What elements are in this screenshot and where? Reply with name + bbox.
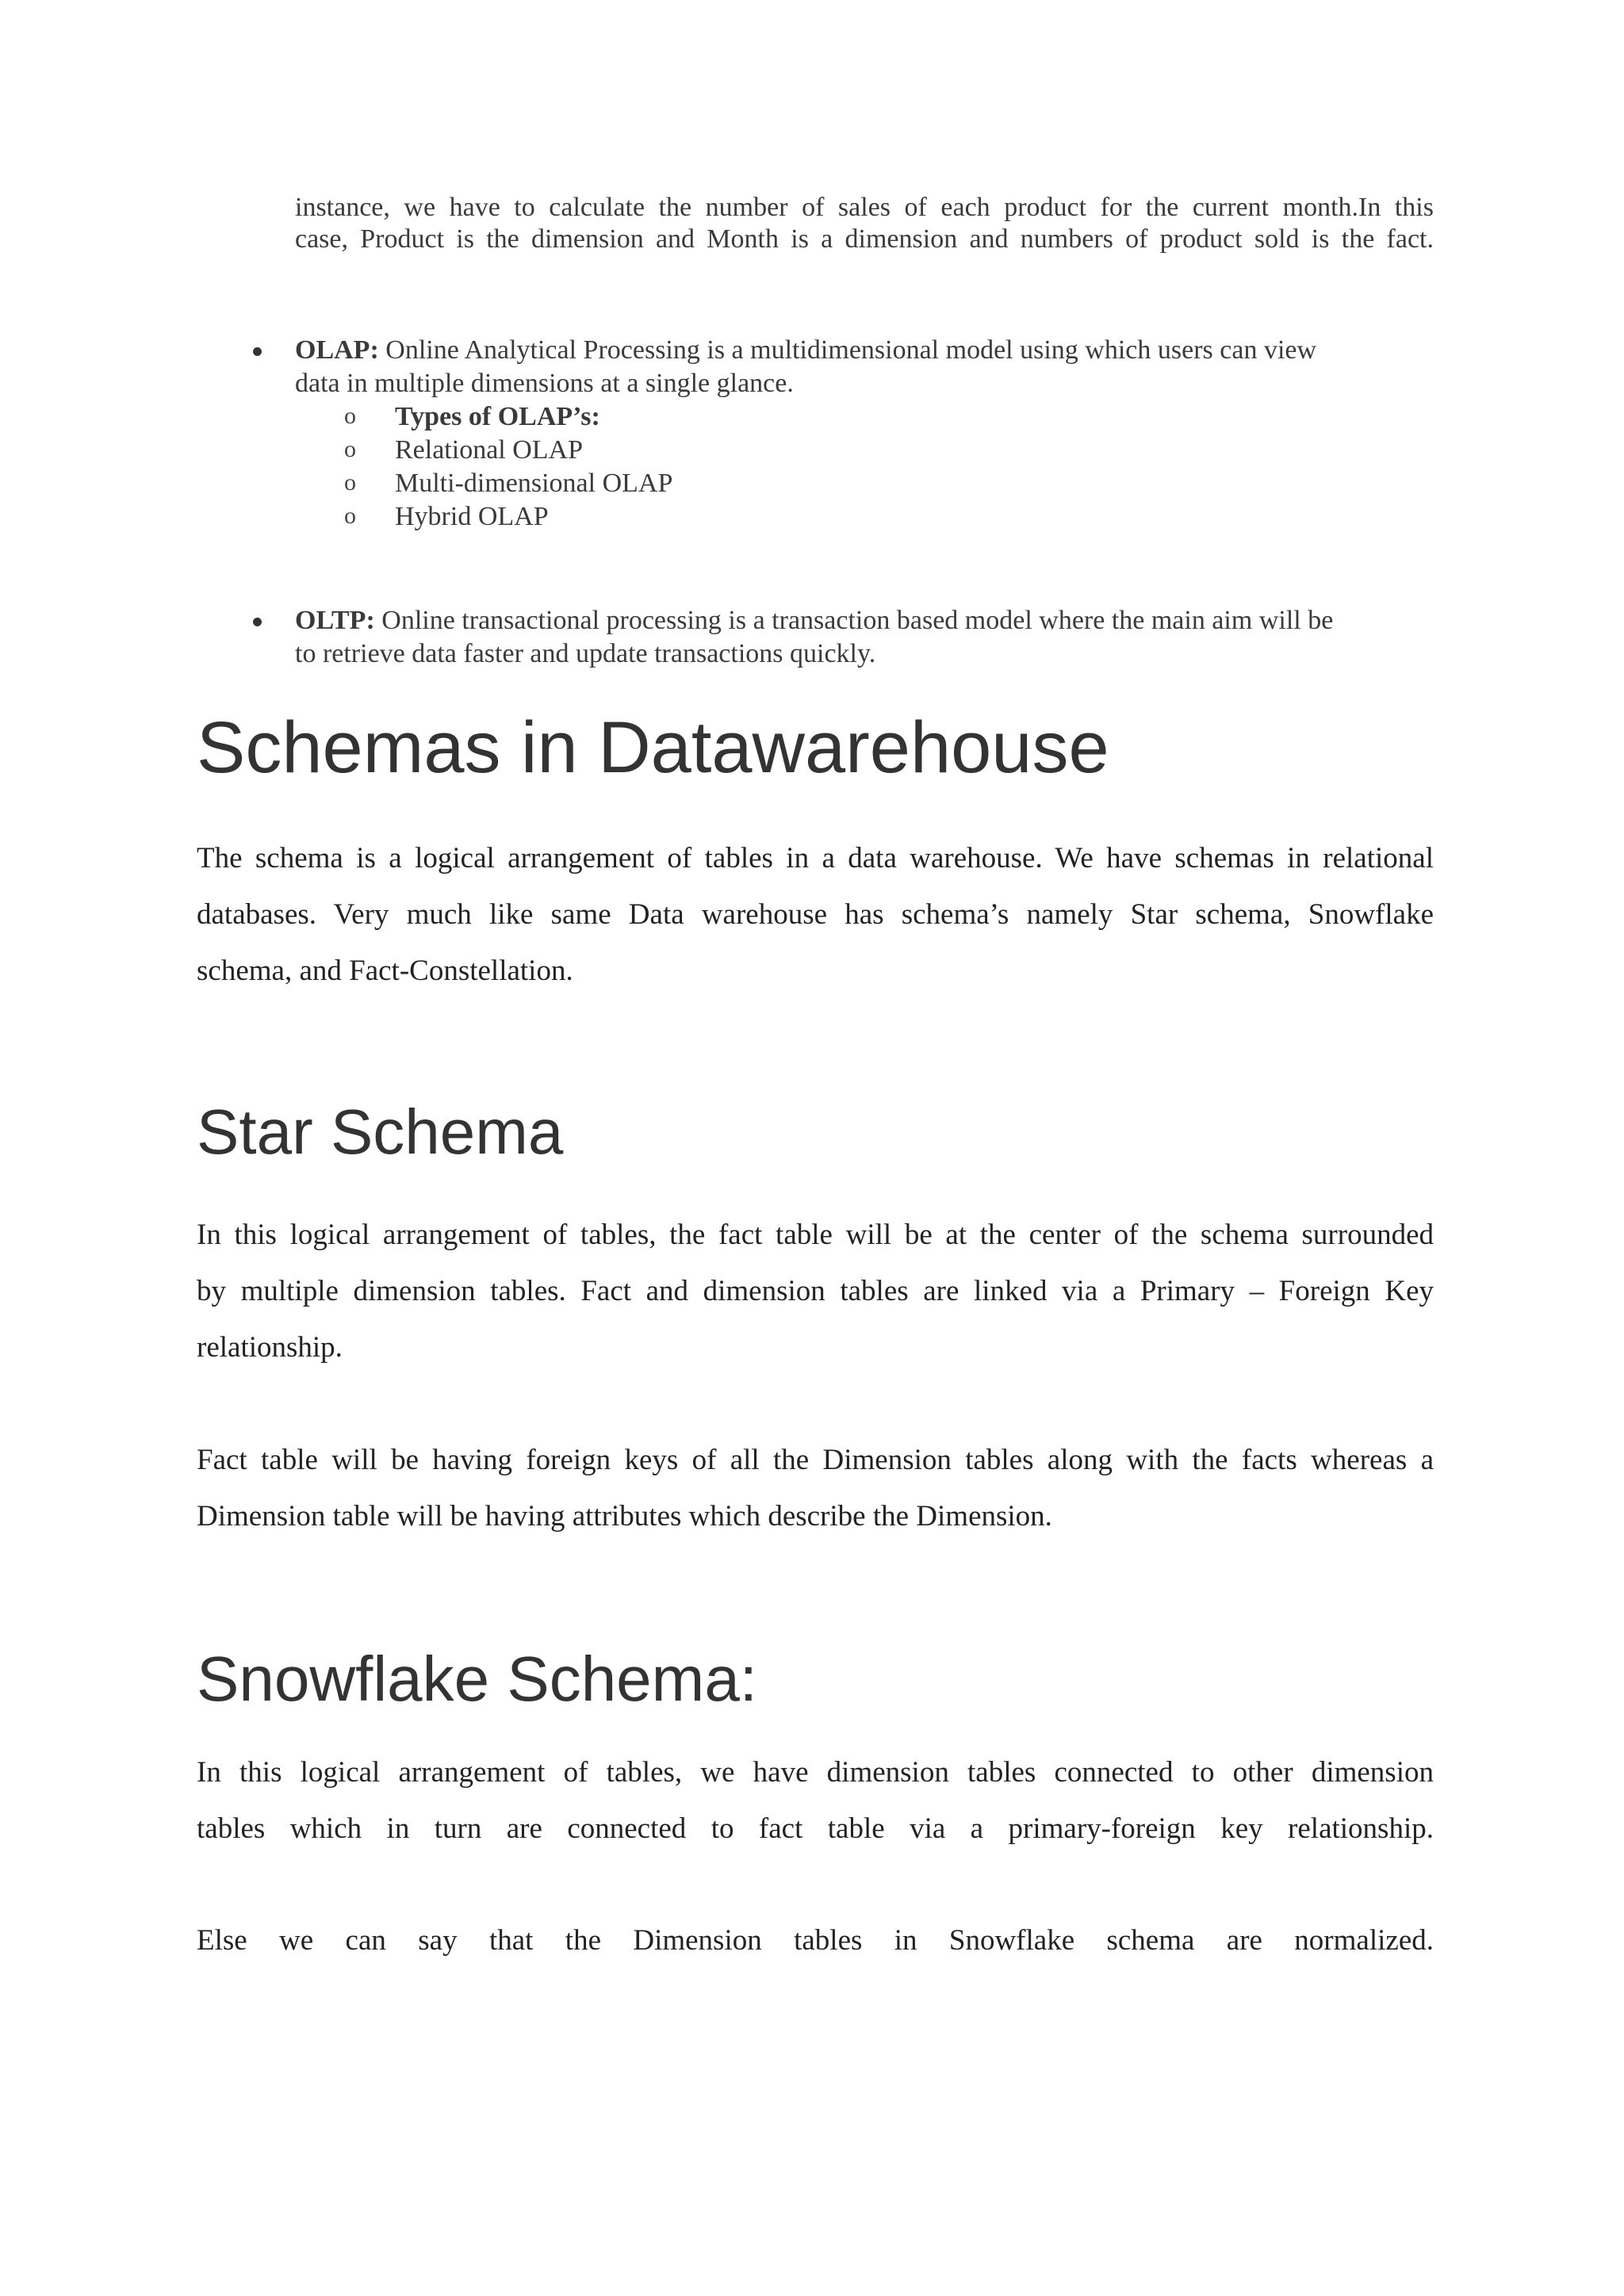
intro-paragraph <box>295 192 1434 255</box>
star-paragraph-2 <box>197 1432 1434 1544</box>
oltp-term: OLTP: <box>295 606 375 635</box>
star-p2-line-1: Fact table will be having foreign keys of all the Dimension tables along with the facts whereas a <box>197 1444 1434 1476</box>
snowflake-paragraph-1 <box>197 1744 1434 1857</box>
schemas-line-1: The schema is a logical arrangement of tables in a data warehouse. We have schemas in relational <box>197 842 1434 874</box>
star-p2-line-2: Dimension table will be having attributes which describe the Dimension. <box>197 1500 1052 1533</box>
olap-description: Online Analytical Processing is a multidimensional model using which users can view <box>378 335 1317 365</box>
star-p1-line-2: by multiple dimension tables. Fact and dimension tables are linked via a Primary – Foreign Key <box>197 1275 1434 1307</box>
snowflake-p1-line-1: In this logical arrangement of tables, we have dimension tables connected to other dimension <box>197 1756 1434 1789</box>
star-schema-heading: Star Schema <box>197 1096 564 1167</box>
snowflake-p1-line-2: tables which in turn are connected to fact table via a primary-foreign key relationship. <box>197 1812 1434 1845</box>
circle-bullet-icon: o <box>344 469 356 496</box>
olap-types-label: Types of OLAP’s: <box>395 402 600 431</box>
star-p1-line-3: relationship. <box>197 1331 343 1364</box>
oltp-line-2: to retrieve data faster and update transactions quickly. <box>295 639 876 668</box>
oltp-line-1 <box>295 604 1437 637</box>
bullet-icon <box>253 347 262 356</box>
circle-bullet-icon: o <box>344 503 356 529</box>
schemas-heading: Schemas in Datawarehouse <box>197 707 1109 788</box>
olap-type-item: Multi-dimensional OLAP <box>395 469 673 498</box>
olap-type-item: Hybrid OLAP <box>395 502 549 531</box>
circle-bullet-icon: o <box>344 436 356 462</box>
schemas-paragraph <box>197 830 1434 999</box>
bullet-icon <box>253 618 262 626</box>
snowflake-schema-heading: Snowflake Schema: <box>197 1644 758 1714</box>
olap-type-item: Relational OLAP <box>395 435 584 465</box>
schemas-line-3: schema, and Fact-Constellation. <box>197 955 573 987</box>
star-p1-line-1: In this logical arrangement of tables, the fact table will be at the center of the schema surrounded <box>197 1219 1434 1251</box>
oltp-description: Online transactional processing is a transaction based model where the main aim will be <box>374 606 1334 635</box>
olap-line-1 <box>295 334 1437 367</box>
snowflake-paragraph-2 <box>197 1912 1434 1969</box>
olap-term: OLAP: <box>295 335 379 365</box>
intro-line-2: case, Product is the dimension and Month is a dimension and numbers of product sold is the fact. <box>295 224 1434 254</box>
snowflake-p2-line-1: Else we can say that the Dimension tables in Snowflake schema are normalized. <box>197 1924 1434 1957</box>
star-paragraph-1 <box>197 1207 1434 1376</box>
olap-line-2: data in multiple dimensions at a single glance. <box>295 369 794 398</box>
circle-bullet-icon: o <box>344 403 356 429</box>
schemas-line-2: databases. Very much like same Data warehouse has schema’s namely Star schema, Snowflake <box>197 898 1434 931</box>
intro-line-1: instance, we have to calculate the number of sales of each product for the current month.In this <box>295 193 1434 222</box>
